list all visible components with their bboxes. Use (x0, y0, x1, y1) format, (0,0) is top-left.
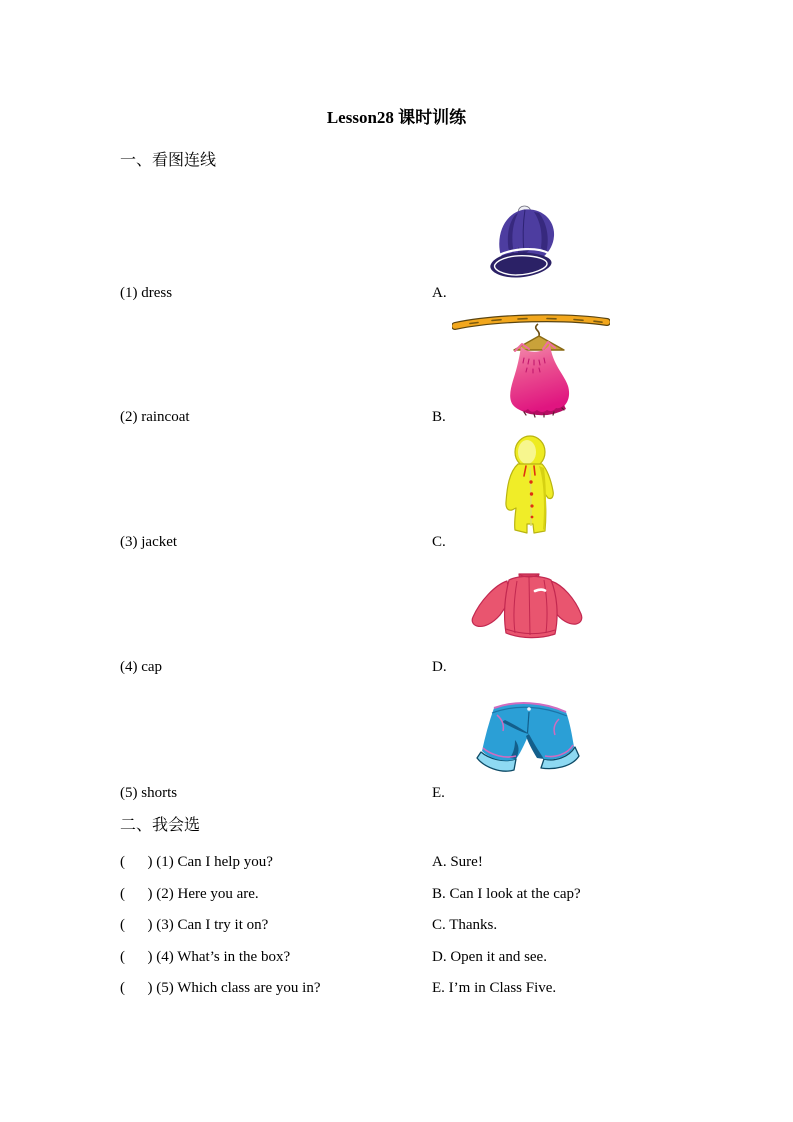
choice-question-4: ( ) (4) What’s in the box? (120, 949, 291, 965)
choice-answer-c: C. Thanks. (432, 917, 498, 933)
choice-question-1: ( ) (1) Can I help you? (120, 854, 273, 870)
raincoat-illustration-icon (500, 434, 560, 544)
match-letter-d: D. (432, 659, 447, 675)
choice-question-3: ( ) (3) Can I try it on? (120, 917, 269, 933)
choice-answer-b: B. Can I look at the cap? (432, 886, 581, 902)
match-letter-c: C. (432, 534, 446, 550)
jacket-illustration-icon (466, 566, 592, 650)
match-letter-a: A. (432, 285, 447, 301)
choice-question-2: ( ) (2) Here you are. (120, 886, 259, 902)
choice-question-5: ( ) (5) Which class are you in? (120, 980, 321, 996)
page-title: Lesson28 课时训练 (326, 108, 467, 127)
shorts-illustration-icon (471, 696, 585, 778)
cap-illustration-icon (487, 203, 563, 281)
match-item-cap: (4) cap (120, 659, 163, 675)
match-letter-b: B. (432, 409, 446, 425)
section1-heading: 一、看图连线 (120, 152, 217, 169)
dress-illustration-icon (452, 312, 610, 418)
match-item-raincoat: (2) raincoat (120, 409, 190, 425)
match-letter-e: E. (432, 785, 445, 801)
match-item-shorts: (5) shorts (120, 785, 178, 801)
section2-heading: 二、我会选 (120, 817, 201, 834)
choice-answer-a: A. Sure! (432, 854, 483, 870)
match-item-jacket: (3) jacket (120, 534, 178, 550)
match-item-dress: (1) dress (120, 285, 173, 301)
choice-answer-d: D. Open it and see. (432, 949, 547, 965)
choice-answer-e: E. I’m in Class Five. (432, 980, 557, 996)
